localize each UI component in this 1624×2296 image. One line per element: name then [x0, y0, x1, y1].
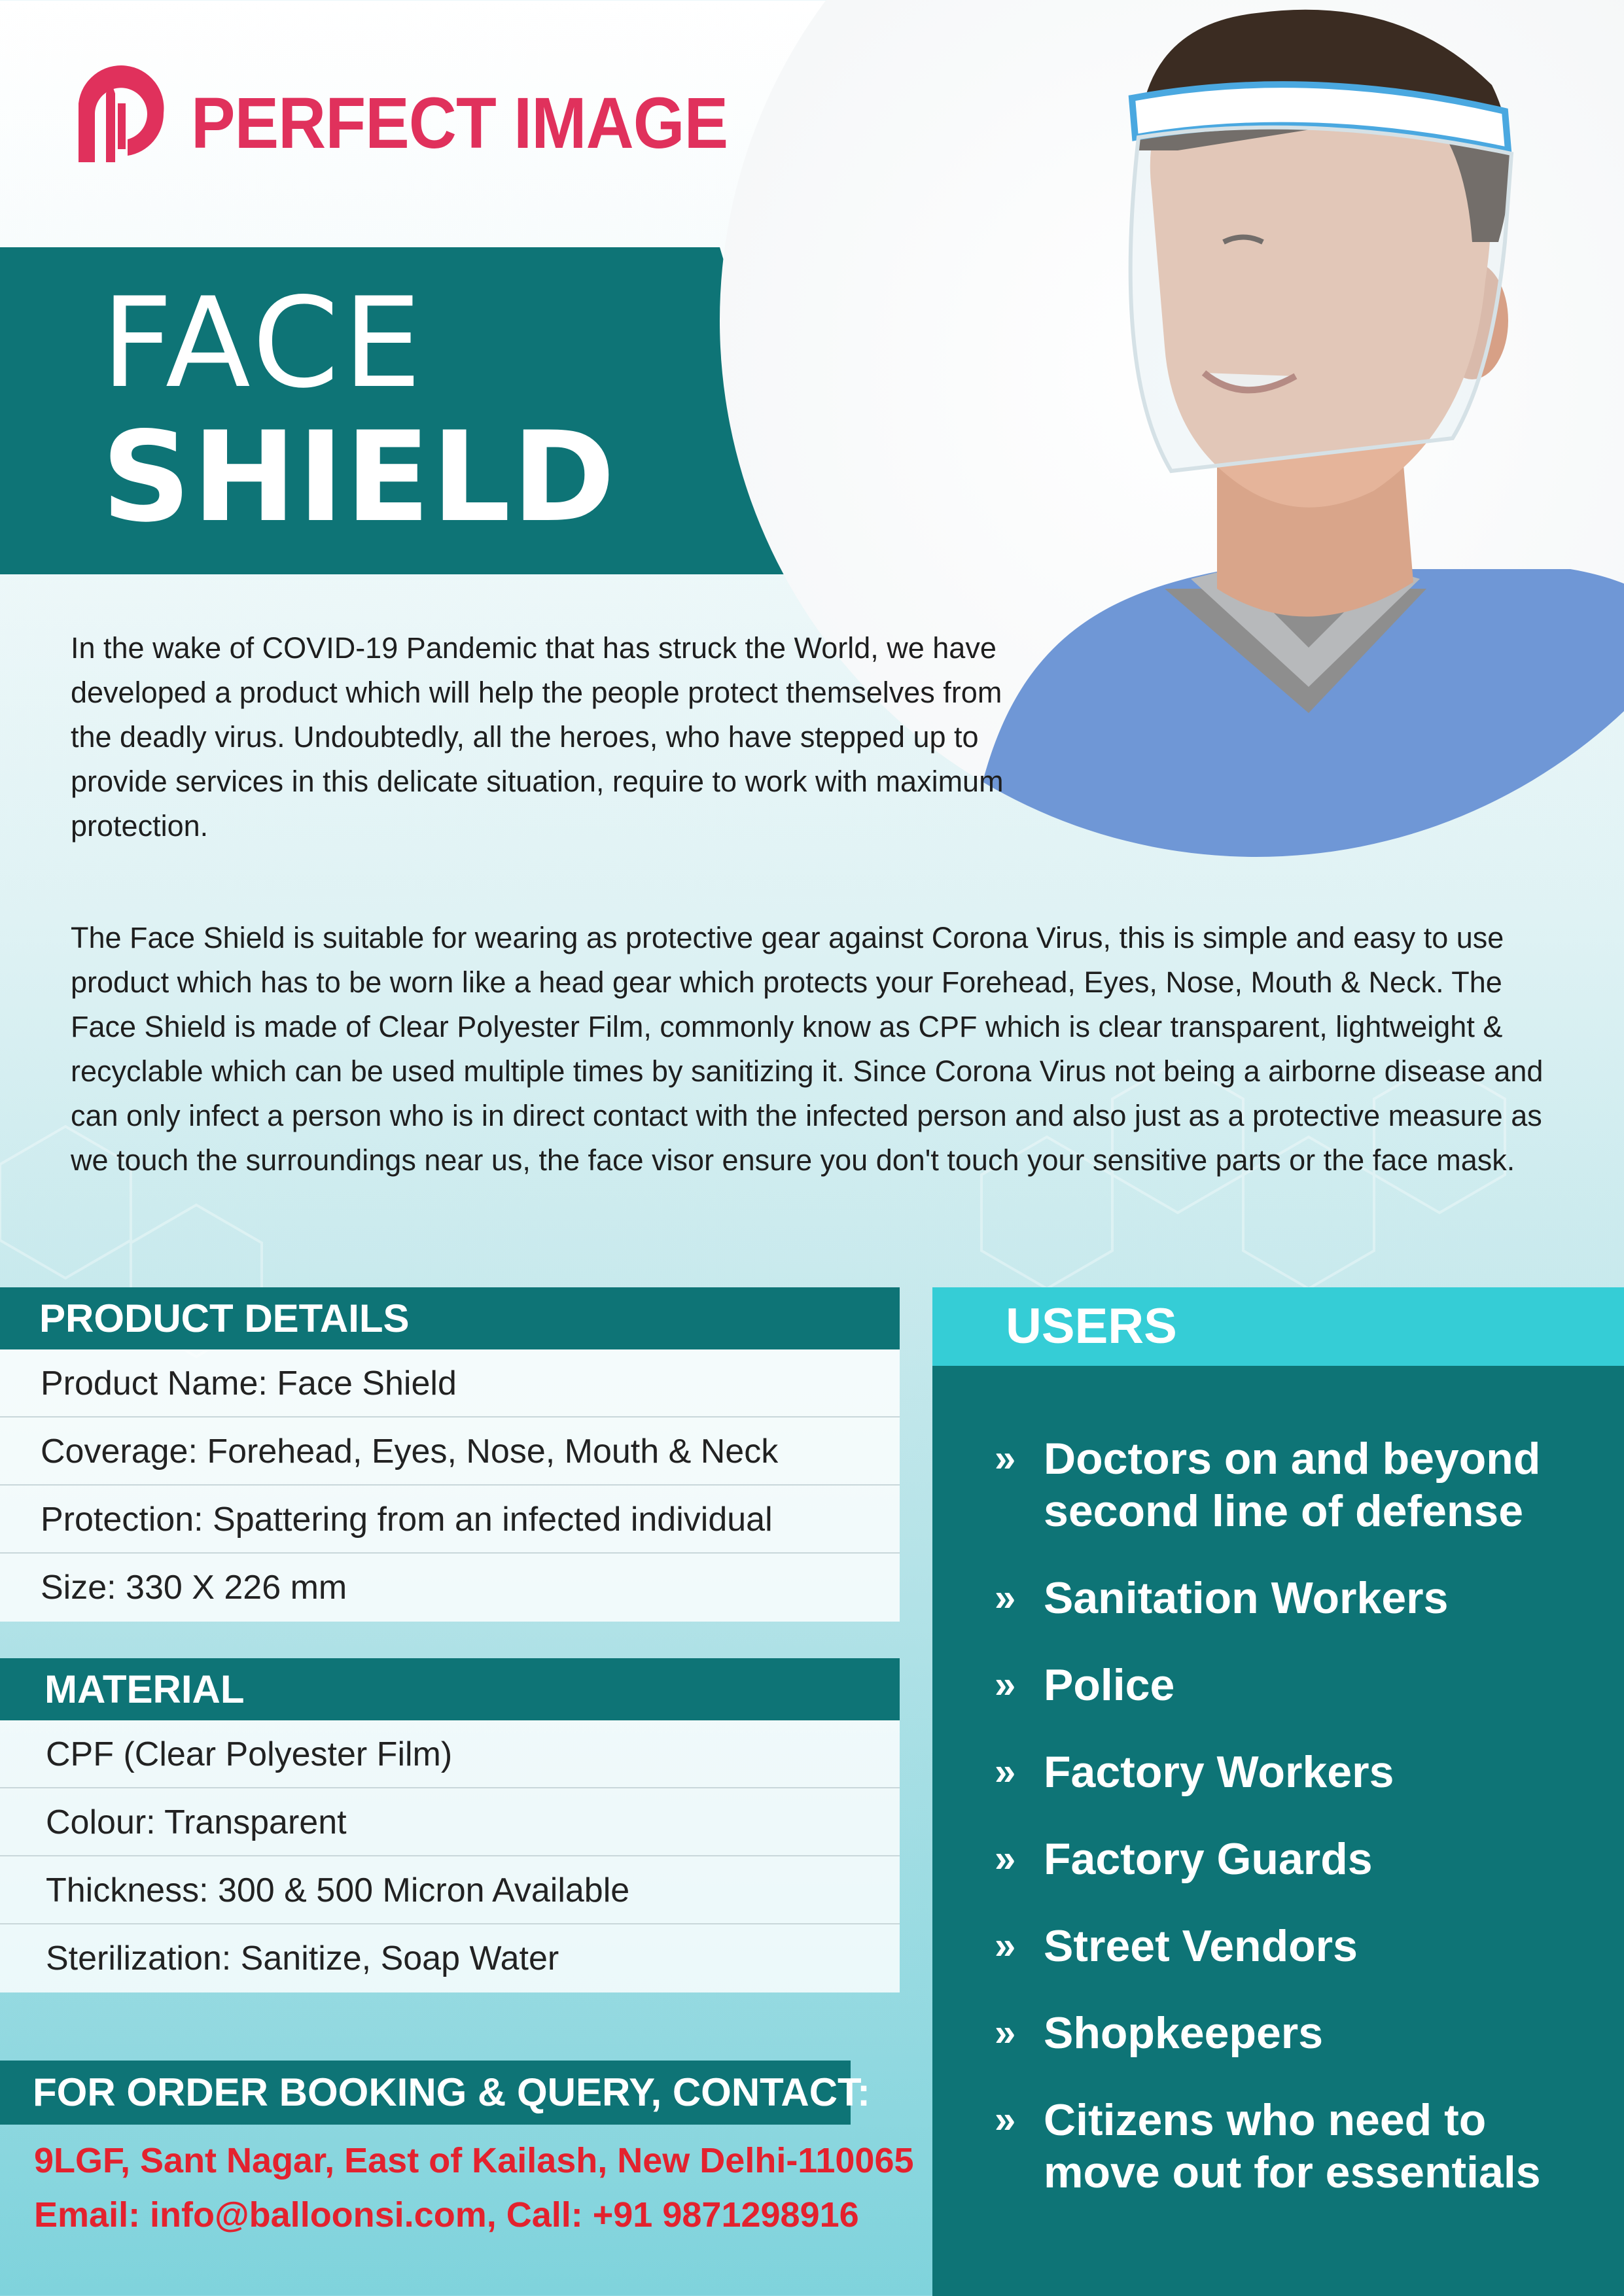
material-row: Colour: Transparent	[0, 1788, 900, 1856]
product-details-heading: PRODUCT DETAILS	[0, 1287, 900, 1349]
brand-logo	[65, 58, 775, 169]
title-line-2: SHIELD	[101, 405, 617, 549]
material-row: Sterilization: Sanitize, Soap Water	[46, 1939, 559, 1977]
contact-email-phone: Email: info@balloonsi.com, Call: +91 9871298916	[34, 2195, 859, 2235]
product-details-row: Product Name: Face Shield	[0, 1349, 900, 1418]
users-list-item: » Shopkeepers	[995, 2008, 1324, 2058]
chevron-right-icon: »	[995, 1437, 1016, 1480]
chevron-right-icon: »	[995, 1663, 1016, 1706]
brand-name: PERFECT IMAGE	[191, 82, 728, 164]
chevron-right-icon: »	[995, 1576, 1016, 1619]
material-heading: MATERIAL	[0, 1658, 900, 1720]
contact-heading: FOR ORDER BOOKING & QUERY, CONTACT:	[0, 2061, 851, 2125]
material-row: Thickness: 300 & 500 Micron Available	[0, 1856, 900, 1924]
users-list-item: » Sanitation Workers	[995, 1573, 1449, 1623]
users-list-item: » Factory Workers	[995, 1747, 1394, 1797]
chevron-right-icon: »	[995, 2011, 1016, 2054]
chevron-right-icon: »	[995, 1750, 1016, 1793]
users-list	[995, 1433, 1597, 2233]
product-details-table	[0, 1349, 900, 1622]
users-heading: USERS	[932, 1287, 1624, 1366]
intro-paragraph: In the wake of COVID-19 Pandemic that has struck the World, we have developed a product which will help the people protect themselves from the deadly virus. Undoubtedly, all the heroes, who have stepped up to provide services in this delicate situation, require to work with maximum protection.	[71, 631, 1004, 843]
chevron-right-icon: »	[995, 1924, 1016, 1967]
users-list-item: » Citizens who need to move out for essentials	[995, 2095, 1541, 2197]
product-details-row: Coverage: Forehead, Eyes, Nose, Mouth & Neck	[0, 1418, 900, 1486]
users-list-item: » Police	[995, 1660, 1175, 1710]
description-paragraph: The Face Shield is suitable for wearing as protective gear against Corona Virus, this is simple and easy to use product which has to be worn like a head gear which protects your Forehead, Eyes, Nose, Mouth & Neck. The Face Shield is made of Clear Polyester Film, commonly know as CPF which is clear transparent, lightweight & recyclable which can be used multiple times by sanitizing it. Since Corona Virus not being a airborne disease and can only infect a person who is in direct contact with the infected person and also just as a protective measure as we touch the surroundings near us, the face visor ensure you don't touch your sensitive parts or the face mask.	[71, 921, 1544, 1177]
contact-address: 9LGF, Sant Nagar, East of Kailash, New Delhi-110065	[34, 2141, 914, 2180]
material-row: CPF (Clear Polyester Film)	[0, 1720, 900, 1788]
chevron-right-icon: »	[995, 1837, 1016, 1880]
users-list-item: » Street Vendors	[995, 1921, 1358, 1971]
material-table	[0, 1720, 900, 1992]
brand-logo-icon	[65, 58, 177, 169]
product-details-row: Size: 330 X 226 mm	[41, 1569, 347, 1607]
product-details-row: Protection: Spattering from an infected individual	[0, 1486, 900, 1554]
users-list-item: » Doctors on and beyond second line of defense	[995, 1434, 1541, 1536]
users-list-item: » Factory Guards	[995, 1834, 1373, 1884]
chevron-right-icon: »	[995, 2098, 1016, 2141]
title-line-1: FACE	[101, 271, 426, 415]
